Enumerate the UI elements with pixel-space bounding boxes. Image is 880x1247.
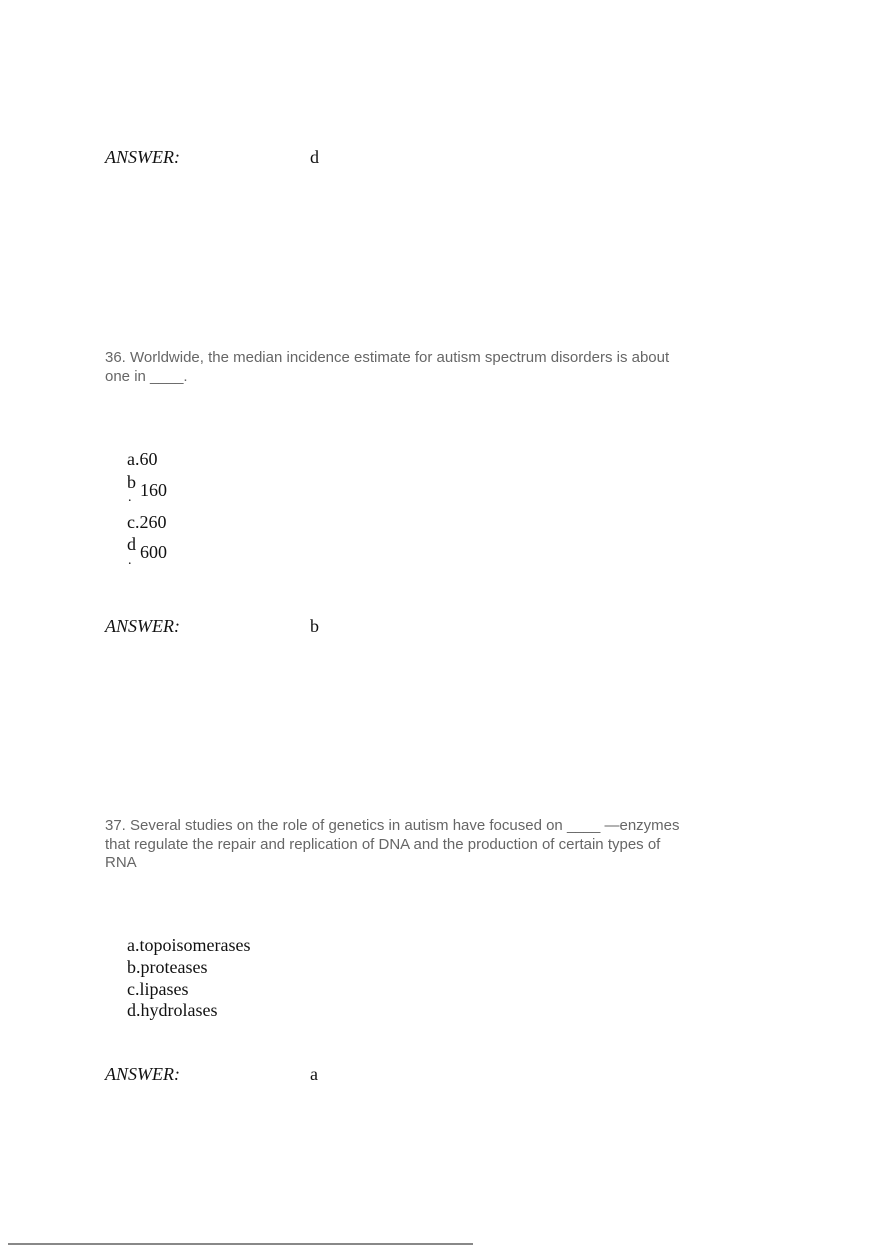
question-line: 36. Worldwide, the median incidence estimate for autism spectrum disorders is about [105,349,670,366]
question-line: one in ____. [105,367,188,385]
option-text: hydrolases [140,1000,218,1020]
option-text: proteases [140,957,208,977]
option-letter: b. [127,957,141,977]
question-line: that regulate the repair and replication of DNA and the production of certain types of [105,835,661,853]
answer-label: ANSWER: [105,616,180,636]
option-text: topoisomerases [139,935,251,955]
option-text: 260 [139,512,167,532]
option-letter: d. [127,1000,141,1020]
option-text: lipases [139,979,189,999]
answer-value: b [310,616,319,636]
option-c [127,512,167,533]
option-d [127,1000,217,1021]
option-b-letter: b [127,472,136,492]
question-line: 37. Several studies on the role of genetics in autism have focused on ____ —enzymes [105,817,680,834]
option-c [127,979,189,1000]
option-b-dot: . [128,490,132,505]
answer-label: ANSWER: [105,1064,180,1084]
option-d-dot: . [128,553,132,568]
question-line: RNA [105,854,137,871]
answer-value: d [310,147,319,167]
option-d-text: 600 [140,542,167,562]
option-letter: a. [127,935,140,955]
answer-value: a [310,1064,318,1084]
option-letter: c. [127,512,140,532]
option-letter: a. [127,449,140,469]
option-d-letter: d [127,534,136,554]
option-a [127,449,158,470]
answer-label: ANSWER: [105,147,180,167]
option-letter: c. [127,979,140,999]
option-b-text: 160 [140,480,167,500]
option-text: 60 [139,449,158,469]
option-a [127,935,250,956]
question-36 [105,349,669,386]
option-b [127,957,207,978]
question-37 [105,817,680,873]
footer-rule [8,1243,473,1245]
